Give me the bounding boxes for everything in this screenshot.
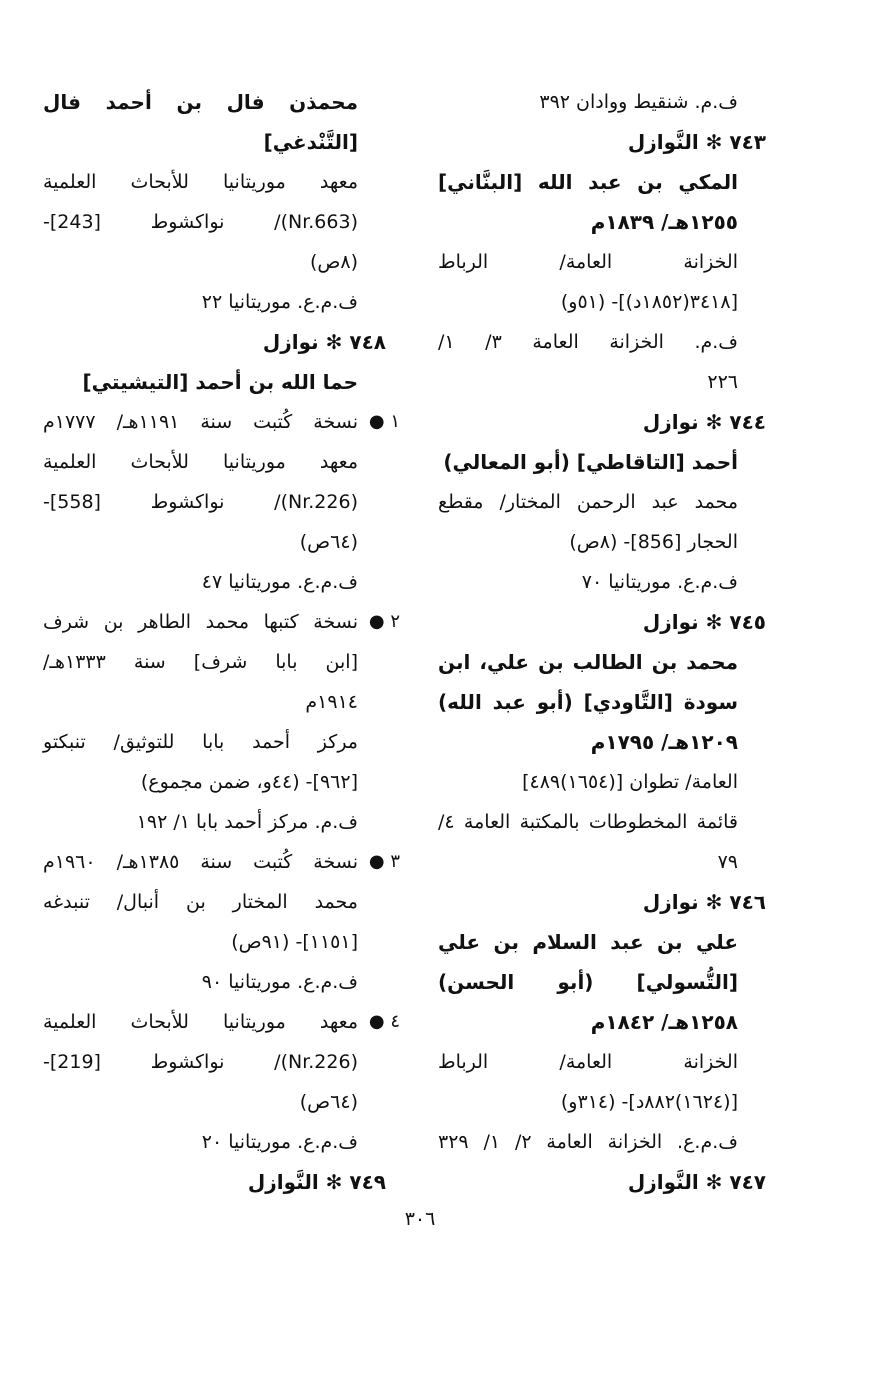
text-line: ٢٢٦: [707, 371, 738, 393]
text-line: ١٩١٤م: [305, 691, 358, 713]
page-number: ٣٠٦: [404, 1208, 436, 1230]
text-line: ف.م.ع. موريتانيا ٢٢: [201, 291, 358, 313]
author-line: ١٢٥٥هـ/ ١٨٣٩م: [590, 210, 738, 234]
text-line: ٧٩: [717, 851, 738, 873]
text-line: (٦٤ص): [299, 531, 358, 553]
bullet-item: [43, 402, 400, 442]
text-line: ف.م.ع. موريتانيا ٧٠: [581, 571, 738, 593]
entry-heading: ٧٤٣ ✻ النَّوازل: [627, 130, 766, 154]
bullet-marker: ٤ ●: [368, 1011, 400, 1032]
bullet-text: نسخة كُتبت سنة ١١٩١هـ/ ١٧٧٧م: [43, 411, 358, 433]
text-line: مركز أحمد بابا للتوثيق/ تنبكتو: [43, 731, 358, 753]
author-line: أحمد [التاقاطي] (أبو المعالي): [443, 450, 738, 474]
text-line: ف.م. شنقيط ووادان ٣٩٢: [539, 91, 738, 113]
text-line: ف.م.ع. موريتانيا ٤٧: [201, 571, 358, 593]
author-line: [التَّنْدغي]: [263, 130, 358, 154]
text-line: قائمة المخطوطات بالمكتبة العامة ٤/: [438, 811, 738, 833]
bullet-text: نسخة كُتبت سنة ١٣٨٥هـ/ ١٩٦٠م: [43, 851, 358, 873]
text-line: ف.م.ع. الخزانة العامة ٢/ ١/ ٣٢٩: [438, 1131, 738, 1153]
text-line: الخزانة العامة/ الرباط: [438, 251, 738, 273]
text-line: (Nr.226)/ نواكشوط [219]-: [43, 1051, 358, 1073]
entry-heading: ٧٤٨ ✻ نوازل: [262, 330, 386, 354]
text-line: [١١٥١]- (٩١ص): [231, 931, 358, 953]
bullet-item: [43, 1002, 400, 1042]
right-column: [438, 82, 766, 1202]
text-line: الحجار [856]- (٨ص): [569, 531, 738, 553]
author-line: [التُّسولي] (أبو الحسن): [438, 970, 738, 994]
text-line: الخزانة العامة/ الرباط: [438, 1051, 738, 1073]
text-line: ف.م. مركز أحمد بابا ١/ ١٩٢: [136, 811, 358, 833]
entry-heading: ٧٤٩ ✻ النَّوازل: [247, 1170, 386, 1194]
author-line: المكي بن عبد الله [البنَّاني]: [438, 170, 738, 194]
text-line: [ابن بابا شرف] سنة ١٣٣٣هـ/: [43, 651, 358, 673]
text-line: العامة/ تطوان [(١٦٥٤)٤٨٩]: [522, 771, 738, 793]
author-line: حما الله بن أحمد [التيشيتي]: [82, 370, 358, 394]
entry-heading: ٧٤٧ ✻ النَّوازل: [627, 1170, 766, 1194]
left-column: [43, 82, 400, 1202]
bullet-item: [43, 842, 400, 882]
bullet-text: معهد موريتانيا للأبحاث العلمية: [43, 1011, 358, 1033]
entry-heading: ٧٤٥ ✻ نوازل: [642, 610, 766, 634]
text-line: [٣٤١٨(١٨٥٢د)]- (٥١و): [560, 291, 738, 313]
text-line: ف.م.ع. موريتانيا ٩٠: [201, 971, 358, 993]
entry-heading: ٧٤٤ ✻ نوازل: [642, 410, 766, 434]
author-line: ١٢٥٨هـ/ ١٨٤٢م: [590, 1010, 738, 1034]
author-line: سودة [التَّاودي] (أبو عبد الله): [438, 690, 738, 714]
author-line: ١٢٠٩هـ/ ١٧٩٥م: [590, 730, 738, 754]
text-line: معهد موريتانيا للأبحاث العلمية: [43, 451, 358, 473]
bullet-marker: ٣ ●: [368, 851, 400, 872]
bullet-text: نسخة كتبها محمد الطاهر بن شرف: [43, 611, 358, 633]
text-line: (Nr.663)/ نواكشوط [243]-: [43, 211, 358, 233]
entry-heading: ٧٤٦ ✻ نوازل: [642, 890, 766, 914]
text-line: محمد عبد الرحمن المختار/ مقطع: [438, 491, 738, 513]
text-line: (٨ص): [309, 251, 358, 273]
text-line: (Nr.226)/ نواكشوط [558]-: [43, 491, 358, 513]
bullet-marker: ٢ ●: [368, 611, 400, 632]
author-line: محمذن فال بن أحمد فال: [43, 90, 358, 114]
author-line: محمد بن الطالب بن علي، ابن: [438, 650, 738, 674]
text-line: ف.م.ع. موريتانيا ٢٠: [201, 1131, 358, 1153]
text-line: محمد المختار بن أنبال/ تنبدغه: [43, 891, 358, 913]
text-line: (٦٤ص): [299, 1091, 358, 1113]
text-line: [(١٦٢٤)٨٨٢د]- (٣١٤و): [560, 1091, 738, 1113]
author-line: علي بن عبد السلام بن علي: [438, 930, 738, 954]
bullet-item: [43, 602, 400, 642]
bullet-marker: ١ ●: [368, 411, 400, 432]
text-line: [٩٦٢]- (٤٤و، ضمن مجموع): [140, 771, 358, 793]
text-line: ف.م. الخزانة العامة ٣/ ١/: [438, 331, 738, 353]
text-line: معهد موريتانيا للأبحاث العلمية: [43, 171, 358, 193]
